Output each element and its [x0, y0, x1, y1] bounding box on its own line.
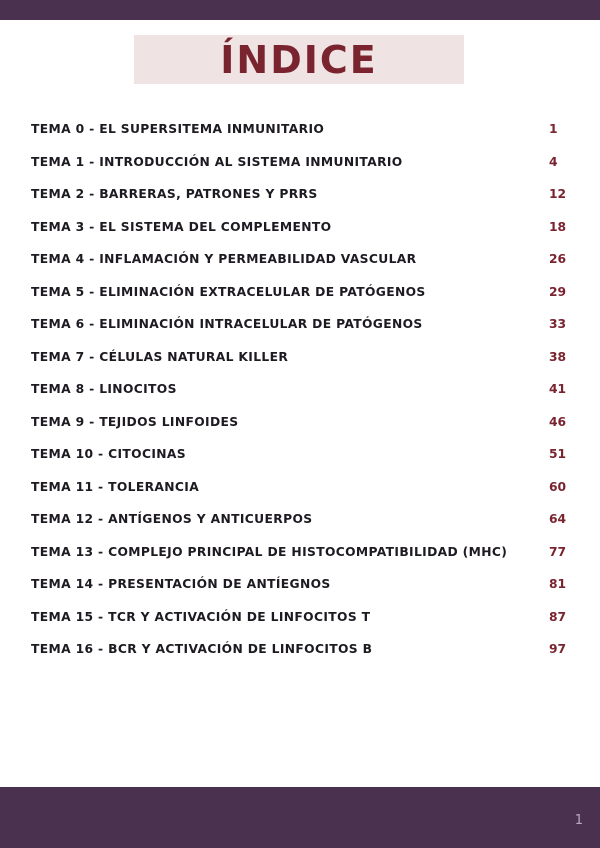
toc-entry-label: TEMA 0 - EL SUPERSITEMA INMUNITARIO — [31, 122, 325, 137]
toc-entry-16[interactable] — [31, 633, 571, 666]
footer-page-number: 1 — [574, 813, 583, 828]
toc-entry-page: 64 — [549, 512, 567, 527]
toc-entry-14[interactable] — [31, 568, 571, 601]
toc-entry-9[interactable] — [31, 406, 571, 439]
toc-entry-page: 12 — [549, 187, 567, 202]
toc-entry-12[interactable] — [31, 503, 571, 536]
toc-entry-label: TEMA 10 - CITOCINAS — [31, 447, 186, 462]
toc-entry-0[interactable] — [31, 113, 571, 146]
toc-entry-5[interactable] — [31, 276, 571, 309]
toc-entry-label: TEMA 5 - ELIMINACIÓN EXTRACELULAR DE PATÓGENOS — [31, 284, 426, 299]
toc-entry-8[interactable] — [31, 373, 571, 406]
toc-entry-label: TEMA 12 - ANTÍGENOS Y ANTICUERPOS — [31, 512, 313, 527]
toc-entry-page: 51 — [549, 447, 567, 462]
toc-entry-label: TEMA 7 - CÉLULAS NATURAL KILLER — [31, 349, 289, 364]
toc-entry-page: 87 — [549, 609, 567, 624]
toc-entry-page: 26 — [549, 252, 567, 267]
toc-entry-label: TEMA 6 - ELIMINACIÓN INTRACELULAR DE PATÓGENOS — [31, 317, 423, 332]
toc-entry-label: TEMA 3 - EL SISTEMA DEL COMPLEMENTO — [31, 219, 332, 234]
toc-entry-3[interactable] — [31, 211, 571, 244]
toc-entry-label: TEMA 2 - BARRERAS, PATRONES Y PRRS — [31, 187, 318, 202]
toc-entry-page: 77 — [549, 544, 567, 559]
toc-entry-page: 18 — [549, 219, 567, 234]
toc-entry-page: 60 — [549, 479, 567, 494]
bottom-band — [0, 787, 600, 848]
title-box — [134, 35, 464, 84]
toc-entry-label: TEMA 8 - LINOCITOS — [31, 382, 177, 397]
toc-entry-page: 1 — [549, 122, 558, 137]
toc-entry-11[interactable] — [31, 471, 571, 504]
toc-entry-page: 38 — [549, 349, 567, 364]
toc-entry-label: TEMA 9 - TEJIDOS LINFOIDES — [31, 414, 239, 429]
toc-entry-page: 46 — [549, 414, 567, 429]
toc-entry-page: 41 — [549, 382, 567, 397]
toc-entry-page: 29 — [549, 284, 567, 299]
toc-entry-label: TEMA 14 - PRESENTACIÓN DE ANTÍEGNOS — [31, 577, 331, 592]
toc-entry-7[interactable] — [31, 341, 571, 374]
top-band — [0, 0, 600, 20]
table-of-contents — [31, 113, 571, 666]
toc-entry-2[interactable] — [31, 178, 571, 211]
toc-entry-label: TEMA 4 - INFLAMACIÓN Y PERMEABILIDAD VASCULAR — [31, 252, 417, 267]
toc-entry-page: 33 — [549, 317, 567, 332]
toc-entry-4[interactable] — [31, 243, 571, 276]
toc-entry-page: 4 — [549, 154, 558, 169]
toc-entry-15[interactable] — [31, 601, 571, 634]
toc-entry-label: TEMA 1 - INTRODUCCIÓN AL SISTEMA INMUNITARIO — [31, 154, 403, 169]
toc-entry-page: 97 — [549, 642, 567, 657]
toc-entry-label: TEMA 15 - TCR Y ACTIVACIÓN DE LINFOCITOS T — [31, 609, 371, 624]
toc-entry-label: TEMA 11 - TOLERANCIA — [31, 479, 200, 494]
toc-entry-label: TEMA 16 - BCR Y ACTIVACIÓN DE LINFOCITOS B — [31, 642, 373, 657]
toc-entry-label: TEMA 13 - COMPLEJO PRINCIPAL DE HISTOCOMPATIBILIDAD (MHC) — [31, 544, 508, 559]
page-title: ÍNDICE — [220, 37, 378, 82]
toc-entry-1[interactable] — [31, 146, 571, 179]
toc-entry-6[interactable] — [31, 308, 571, 341]
toc-entry-13[interactable] — [31, 536, 571, 569]
toc-entry-page: 81 — [549, 577, 567, 592]
toc-entry-10[interactable] — [31, 438, 571, 471]
